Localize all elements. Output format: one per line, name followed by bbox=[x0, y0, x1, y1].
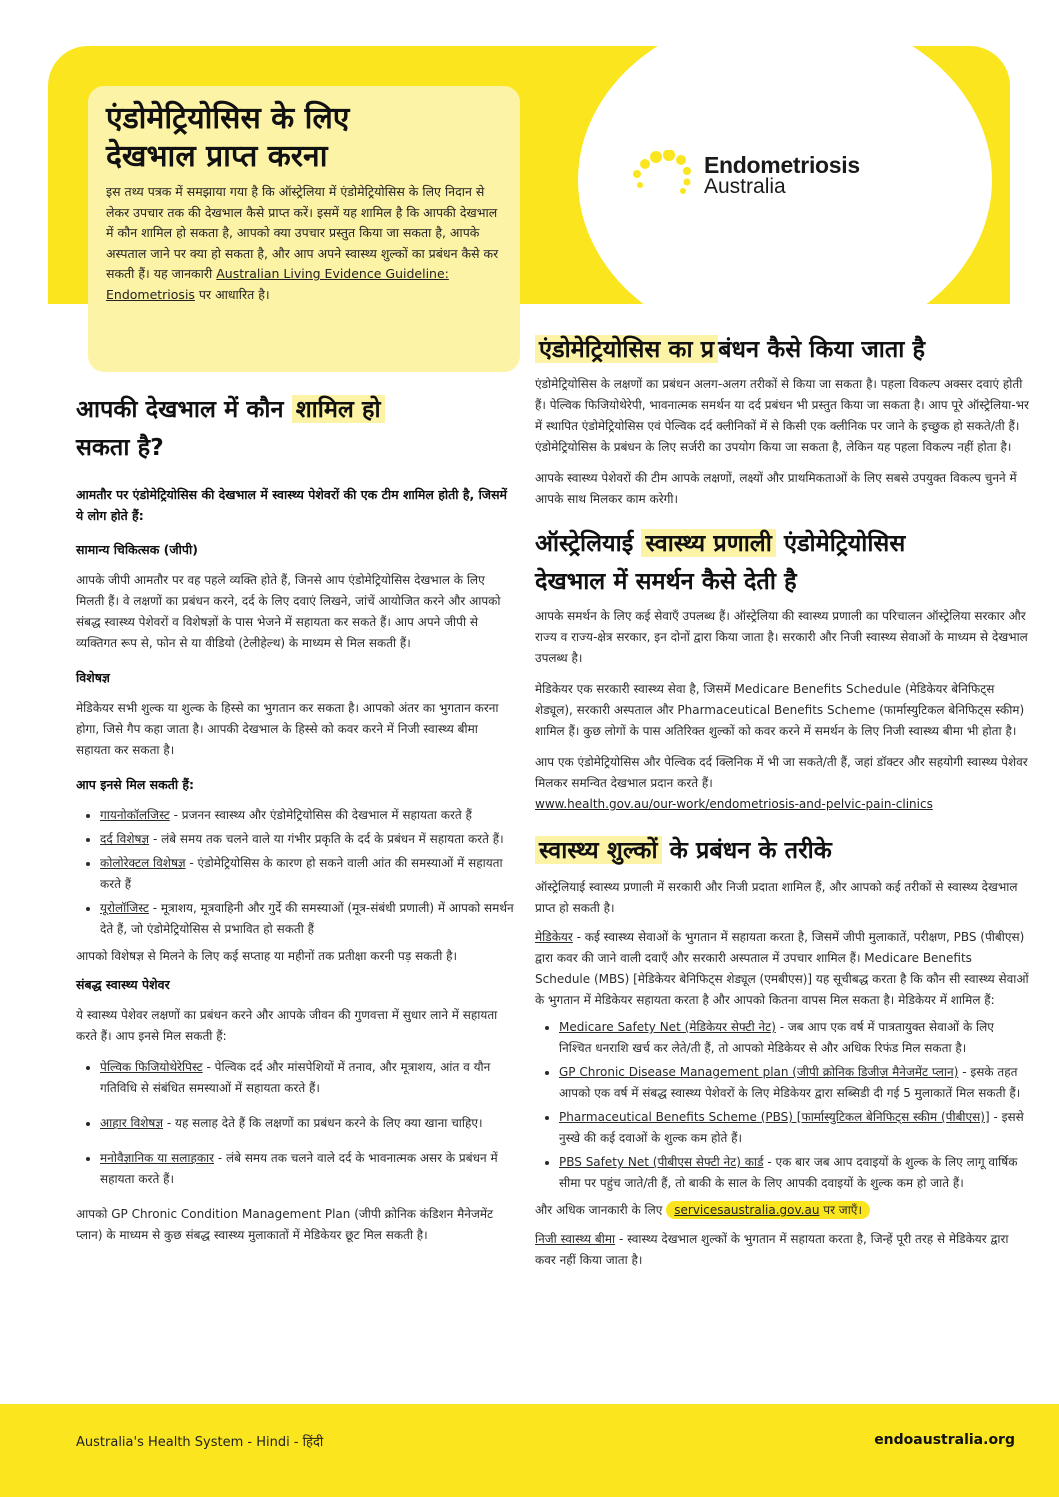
logo-dots-icon bbox=[632, 150, 694, 198]
medicare-text: - कई स्वास्थ्य सेवाओं के भुगतान में सहायता करता है, जिसमें जीपी मुलाकातें, परीक्षण, PBS (पीबीएस) द्वारा कवर की जाने वाली दवाएँ और सरकारी अस्पताल में उपचार शामिल हैं। Medicare Benefits Schedule (MBS) [मेडिकेयर बेनिफिट्स शेड्यूल (एमबीएस)] यह सूचीबद्ध करता है कि कौन सी स्वास्थ्य सेवाओं के भुगतान में मेडिकेयर सहायता करता है और आपको कितना वापस मिल सकता है। मेडिकेयर में शामिल हैं: bbox=[535, 930, 1029, 1007]
fees-heading bbox=[535, 831, 1029, 869]
managed-p1: एंडोमेट्रियोसिस के लक्षणों का प्रबंधन अलग-अलग तरीकों से किया जा सकता है। पहला विकल्प अक्सर दवाएं होती हैं। पेल्विक फिजियोथेरेपी, भावनात्मक समर्थन या दर्द प्रबंधन भी प्रस्तुत किया जा सकता है। आप पूरे ऑस्ट्रेलिया-भर में स्थापित एंडोमेट्रियोसिस एवं पेल्विक दर्द क्लीनिकों में से किसी एक क्लीनिक पर जाने के इच्छुक हो सकते/ती हैं। एंडोमेट्रियोसिस के प्रबंधन के लिए सर्जरी का उपयोग किया जा सकता है, लेकिन यह पहला विकल्प नहीं होता है। bbox=[535, 377, 1029, 454]
gp-title: सामान्य चिकित्सक (जीपी) bbox=[76, 542, 198, 557]
medicare-item-name[interactable]: PBS Safety Net (पीबीएस सेफ्टी नेट) कार्ड bbox=[559, 1155, 764, 1169]
more-info bbox=[535, 1200, 1029, 1221]
system-p3-text: आप एक एंडोमेट्रियोसिस और पेल्विक दर्द क्लिनिक में भी जा सकते/ती हैं, जहां डॉक्टर और सहयोगी स्वास्थ्य पेशेवर मिलकर समन्वित देखभाल प्रदान करते हैं। bbox=[535, 755, 1028, 790]
list-item bbox=[559, 1062, 1029, 1104]
intro-box bbox=[88, 86, 520, 372]
medicare-item-name[interactable]: Pharmaceutical Benefits Scheme (PBS) [फार्मास्युटिकल बेनिफिट्स स्कीम (पीबीएस)] bbox=[559, 1110, 990, 1124]
care-heading-highlight: शामिल हो bbox=[292, 395, 385, 423]
logo-wordmark bbox=[704, 154, 860, 198]
allied-name[interactable]: मनोवैज्ञानिक या सलाहकार bbox=[100, 1151, 215, 1165]
medicare-item-desc: - इससे नुस्खे की कई दवाओं के शुल्क कम होते हैं। bbox=[559, 1110, 1024, 1145]
system-p2: मेडिकेयर एक सरकारी स्वास्थ्य सेवा है, जिसमें Medicare Benefits Schedule (मेडिकेयर बेनिफिट्स शेड्यूल), सरकारी अस्पताल और Pharmaceutical Benefits Scheme (फार्मास्युटिकल बेनिफिट्स स्कीम) शामिल हैं। कुछ लोगों के पास अतिरिक्त शुल्कों को कवर करने में समर्थन के लिए निजी स्वास्थ्य बीमा भी होता है। bbox=[535, 682, 1025, 738]
intro-body: इस तथ्य पत्रक में समझाया गया है कि ऑस्ट्रेलिया में एंडोमेट्रियोसिस के लिए निदान से लेकर उपचार तक की देखभाल कैसे प्राप्त करें। इसमें यह शामिल है कि आपकी देखभाल में कौन शामिल हो सकता है, आपको क्या उपचार प्रस्तुत किया जा सकता है, आपके अस्पताल जाने पर क्या हो सकता है, और आप अपने स्वास्थ्य शुल्कों का प्रबंधन कैसे कर सकती हैं। यह जानकारी bbox=[106, 184, 499, 281]
allied-text: ये स्वास्थ्य पेशेवर लक्षणों का प्रबंधन करने और आपके जीवन की गुणवत्ता में सुधार लाने में सहायता करते हैं। आप इनसे मिल सकती हैं: bbox=[76, 1008, 498, 1043]
private-insurance-text: - स्वास्थ्य देखभाल शुल्कों के भुगतान में सहायता करता है, जिन्हें पूरी तरह से मेडिकेयर द्वारा कवर नहीं किया जाता है। bbox=[535, 1232, 1009, 1267]
footer-website-link[interactable]: endoaustralia.org bbox=[874, 1432, 1015, 1448]
specialist-text: मेडिकेयर सभी शुल्क या शुल्क के हिस्से का भुगतान कर सकता है। आपको अंतर का भुगतान करना होगा, जिसे गैप कहा जाता है। आपकी देखभाल के हिस्से को कवर करने में निजी स्वास्थ्य बीमा सहायता कर सकता है। bbox=[76, 701, 499, 757]
allied-list bbox=[76, 1057, 516, 1190]
services-australia-link[interactable]: servicesaustralia.gov.au bbox=[674, 1203, 820, 1217]
specialist-name[interactable]: गायनोकॉलजिस्ट bbox=[100, 808, 170, 822]
allied-desc: - पेल्विक दर्द और मांसपेशियों में तनाव, और मूत्राशय, आंत व यौन गतिविधि से संबंधित समस्याओं में सहायता करते हैं। bbox=[100, 1060, 491, 1095]
medicare-list bbox=[535, 1017, 1029, 1194]
specialist-desc: - प्रजनन स्वास्थ्य और एंडोमेट्रियोसिस की देखभाल में सहायता करते हैं bbox=[169, 808, 472, 822]
care-heading-part-b: सकता है? bbox=[76, 433, 164, 461]
care-lead: आमतौर पर एंडोमेट्रियोसिस की देखभाल में स्वास्थ्य पेशेवरों की एक टीम शामिल होती है, जिसमें ये लोग होते हैं: bbox=[76, 487, 508, 523]
care-team-heading bbox=[76, 390, 516, 466]
managed-heading-rest: बंधन कैसे किया जाता है bbox=[718, 335, 926, 363]
medicare-label[interactable]: मेडिकेयर bbox=[535, 930, 573, 944]
medicare-paragraph bbox=[535, 927, 1029, 1011]
list-item bbox=[100, 1148, 516, 1190]
medicare-item-desc: - एक बार जब आप दवाइयों के शुल्क के लिए लागू वार्षिक सीमा पर पहुंच जाते/ती हैं, तो बाकी के साल के लिए आपकी दवाइयों के शुल्क कम हो जाते हैं। bbox=[559, 1155, 1018, 1190]
left-column bbox=[76, 390, 516, 1246]
specialist-list bbox=[76, 805, 516, 940]
footer bbox=[0, 1404, 1059, 1497]
care-heading-part-a: आपकी देखभाल में कौन bbox=[76, 395, 292, 423]
list-item bbox=[559, 1017, 1029, 1059]
allied-name[interactable]: पेल्विक फिजियोथेरेपिस्ट bbox=[100, 1060, 203, 1074]
system-p1: आपके समर्थन के लिए कई सेवाएँ उपलब्ध हैं। ऑस्ट्रेलिया की स्वास्थ्य प्रणाली का परिचालन ऑस्ट्रेलिया सरकार और राज्य व राज्य-क्षेत्र सरकार, इन दोनों द्वारा किया जाता है। सरकारी और निजी स्वास्थ्य सेवाओं के माध्यम से देखभाल उपलब्ध है। bbox=[535, 609, 1028, 665]
title-line-1: एंडोमेट्रियोसिस के लिए bbox=[106, 101, 350, 136]
managed-heading-highlight: एंडोमेट्रियोसिस का प्र bbox=[535, 335, 718, 363]
page-title bbox=[106, 100, 500, 176]
title-line-2: देखभाल प्राप्त करना bbox=[106, 139, 328, 174]
system-heading-highlight: स्वास्थ्य प्रणाली bbox=[641, 529, 775, 557]
list-item bbox=[100, 1113, 516, 1134]
managed-heading bbox=[535, 330, 1029, 368]
allied-desc: - यह सलाह देते हैं कि लक्षणों का प्रबंधन करने के लिए क्या खाना चाहिए। bbox=[163, 1116, 483, 1130]
clinics-link[interactable]: www.health.gov.au/our-work/endometriosis-and-pelvic-pain-clinics bbox=[535, 797, 933, 811]
managed-p2: आपके स्वास्थ्य पेशेवरों की टीम आपके लक्षणों, लक्ष्यों और प्राथमिकताओं के लिए सबसे उपयुक्त विकल्प चुनने में आपके साथ मिलकर काम करेगी। bbox=[535, 471, 1017, 506]
specialist-name[interactable]: यूरोलॉजिस्ट bbox=[100, 901, 149, 915]
system-heading-c: देखभाल में समर्थन कैसे देती है bbox=[535, 567, 797, 595]
system-heading-a: ऑस्ट्रेलियाई bbox=[535, 529, 642, 557]
specialist-desc: - एंडोमेट्रियोसिस के कारण हो सकने वाली आंत की समस्याओं में सहायता करते हैं bbox=[100, 856, 503, 891]
logo-line-1: Endometriosis bbox=[704, 152, 860, 178]
private-insurance-paragraph bbox=[535, 1229, 1029, 1271]
system-heading-b: एंडोमेट्रियोसिस bbox=[775, 529, 906, 557]
allied-desc: - लंबे समय तक चलने वाले दर्द के भावनात्मक असर के प्रबंधन में सहायता करते हैं। bbox=[100, 1151, 498, 1186]
system-p3 bbox=[535, 752, 1029, 815]
allied-title: संबद्ध स्वास्थ्य पेशेवर bbox=[76, 977, 170, 992]
gpccmp-text: आपको GP Chronic Condition Management Plan (जीपी क्रोनिक कंडिशन मैनेजमेंट प्लान) के माध्यम से कुछ संबद्ध स्वास्थ्य मुलाकातों में मेडिकेयर छूट मिल सकती है। bbox=[76, 1207, 494, 1242]
more-info-end: पर जाएँ। bbox=[819, 1203, 862, 1217]
specialist-name[interactable]: दर्द विशेषज्ञ bbox=[100, 832, 150, 846]
medicare-item-desc: - जब आप एक वर्ष में पात्रतायुक्त सेवाओं के लिए निश्चित धनराशि खर्च कर लेते/ती हैं, तो आपको मेडिकेयर से और अधिक रिफंड मिल सकता है। bbox=[559, 1020, 994, 1055]
medicare-item-name[interactable]: Medicare Safety Net (मेडिकेयर सेफ्टी नेट) bbox=[559, 1020, 776, 1034]
fees-p1: ऑस्ट्रेलियाई स्वास्थ्य प्रणाली में सरकारी और निजी प्रदाता शामिल हैं, और आपको कई तरीकों से स्वास्थ्य देखभाल प्राप्त हो सकती है। bbox=[535, 880, 1018, 915]
system-heading bbox=[535, 524, 1029, 600]
wait-text: आपको विशेषज्ञ से मिलने के लिए कई सप्ताह या महीनों तक प्रतीक्षा करनी पड़ सकती है। bbox=[76, 949, 458, 963]
list-item bbox=[100, 853, 516, 895]
right-column bbox=[535, 330, 1029, 1271]
list-item bbox=[100, 829, 516, 850]
fees-heading-highlight: स्वास्थ्य शुल्कों bbox=[535, 836, 662, 864]
allied-name[interactable]: आहार विशेषज्ञ bbox=[100, 1116, 164, 1130]
footer-doc-label: Australia's Health System - Hindi - हिंदी bbox=[76, 1435, 324, 1450]
endometriosis-australia-logo bbox=[632, 150, 902, 200]
medicare-item-desc: - इसके तहत आपको एक वर्ष में संबद्ध स्वास्थ्य पेशेवरों के लिए मेडिकेयर द्वारा सब्सिडी दी गई 5 मुलाकातें मिल सकती हैं। bbox=[559, 1065, 1021, 1100]
gp-text: आपके जीपी आमतौर पर वह पहले व्यक्ति होते हैं, जिनसे आप एंडोमेट्रियोसिस देखभाल के लिए मिलती हैं। वे लक्षणों का प्रबंधन करने, दर्द के लिए दवाएं लिखने, जांचें आयोजित करने और आपको संबद्ध स्वास्थ्य पेशेवरों व विशेषज्ञों के पास भेजने में सहायता कर सकते हैं। आप अपने जीपी से व्यक्तिगत रूप से, फोन से या वीडियो (टेलीहेल्थ) के माध्यम से मिल सकती हैं। bbox=[76, 573, 501, 650]
specialist-title: विशेषज्ञ bbox=[76, 670, 110, 685]
private-insurance-label[interactable]: निजी स्वास्थ्य बीमा bbox=[535, 1232, 616, 1246]
list-item bbox=[100, 898, 516, 940]
intro-end: पर आधारित है। bbox=[194, 286, 270, 302]
guideline-link[interactable]: Australian Living Evidence Guideline: Endometriosis bbox=[106, 266, 449, 302]
specialist-desc: - मूत्राशय, मूत्रवाहिनी और गुर्दे की समस्याओं (मूत्र-संबंधी प्रणाली) में आपको समर्थन देते हैं, जो एंडोमेट्रियोसिस से प्रभावित हो सकती हैं bbox=[100, 901, 514, 936]
fees-heading-rest: के प्रबंधन के तरीके bbox=[661, 836, 832, 864]
list-item bbox=[559, 1107, 1029, 1149]
intro-text bbox=[106, 182, 500, 305]
specialist-desc: - लंबे समय तक चलने वाले या गंभीर प्रकृति के दर्द के प्रबंधन में सहायता करते हैं। bbox=[149, 832, 504, 846]
meet-title: आप इनसे मिल सकती हैं: bbox=[76, 777, 195, 792]
more-info-text: और अधिक जानकारी के लिए bbox=[535, 1203, 667, 1217]
list-item bbox=[559, 1152, 1029, 1194]
list-item bbox=[100, 805, 516, 826]
medicare-item-name[interactable]: GP Chronic Disease Management plan (जीपी क्रोनिक डिजीज़ मैनेजमेंट प्लान) bbox=[559, 1065, 959, 1079]
specialist-name[interactable]: कोलोरेक्टल विशेषज्ञ bbox=[100, 856, 186, 870]
logo-line-2: Australia bbox=[704, 175, 786, 198]
list-item bbox=[100, 1057, 516, 1099]
